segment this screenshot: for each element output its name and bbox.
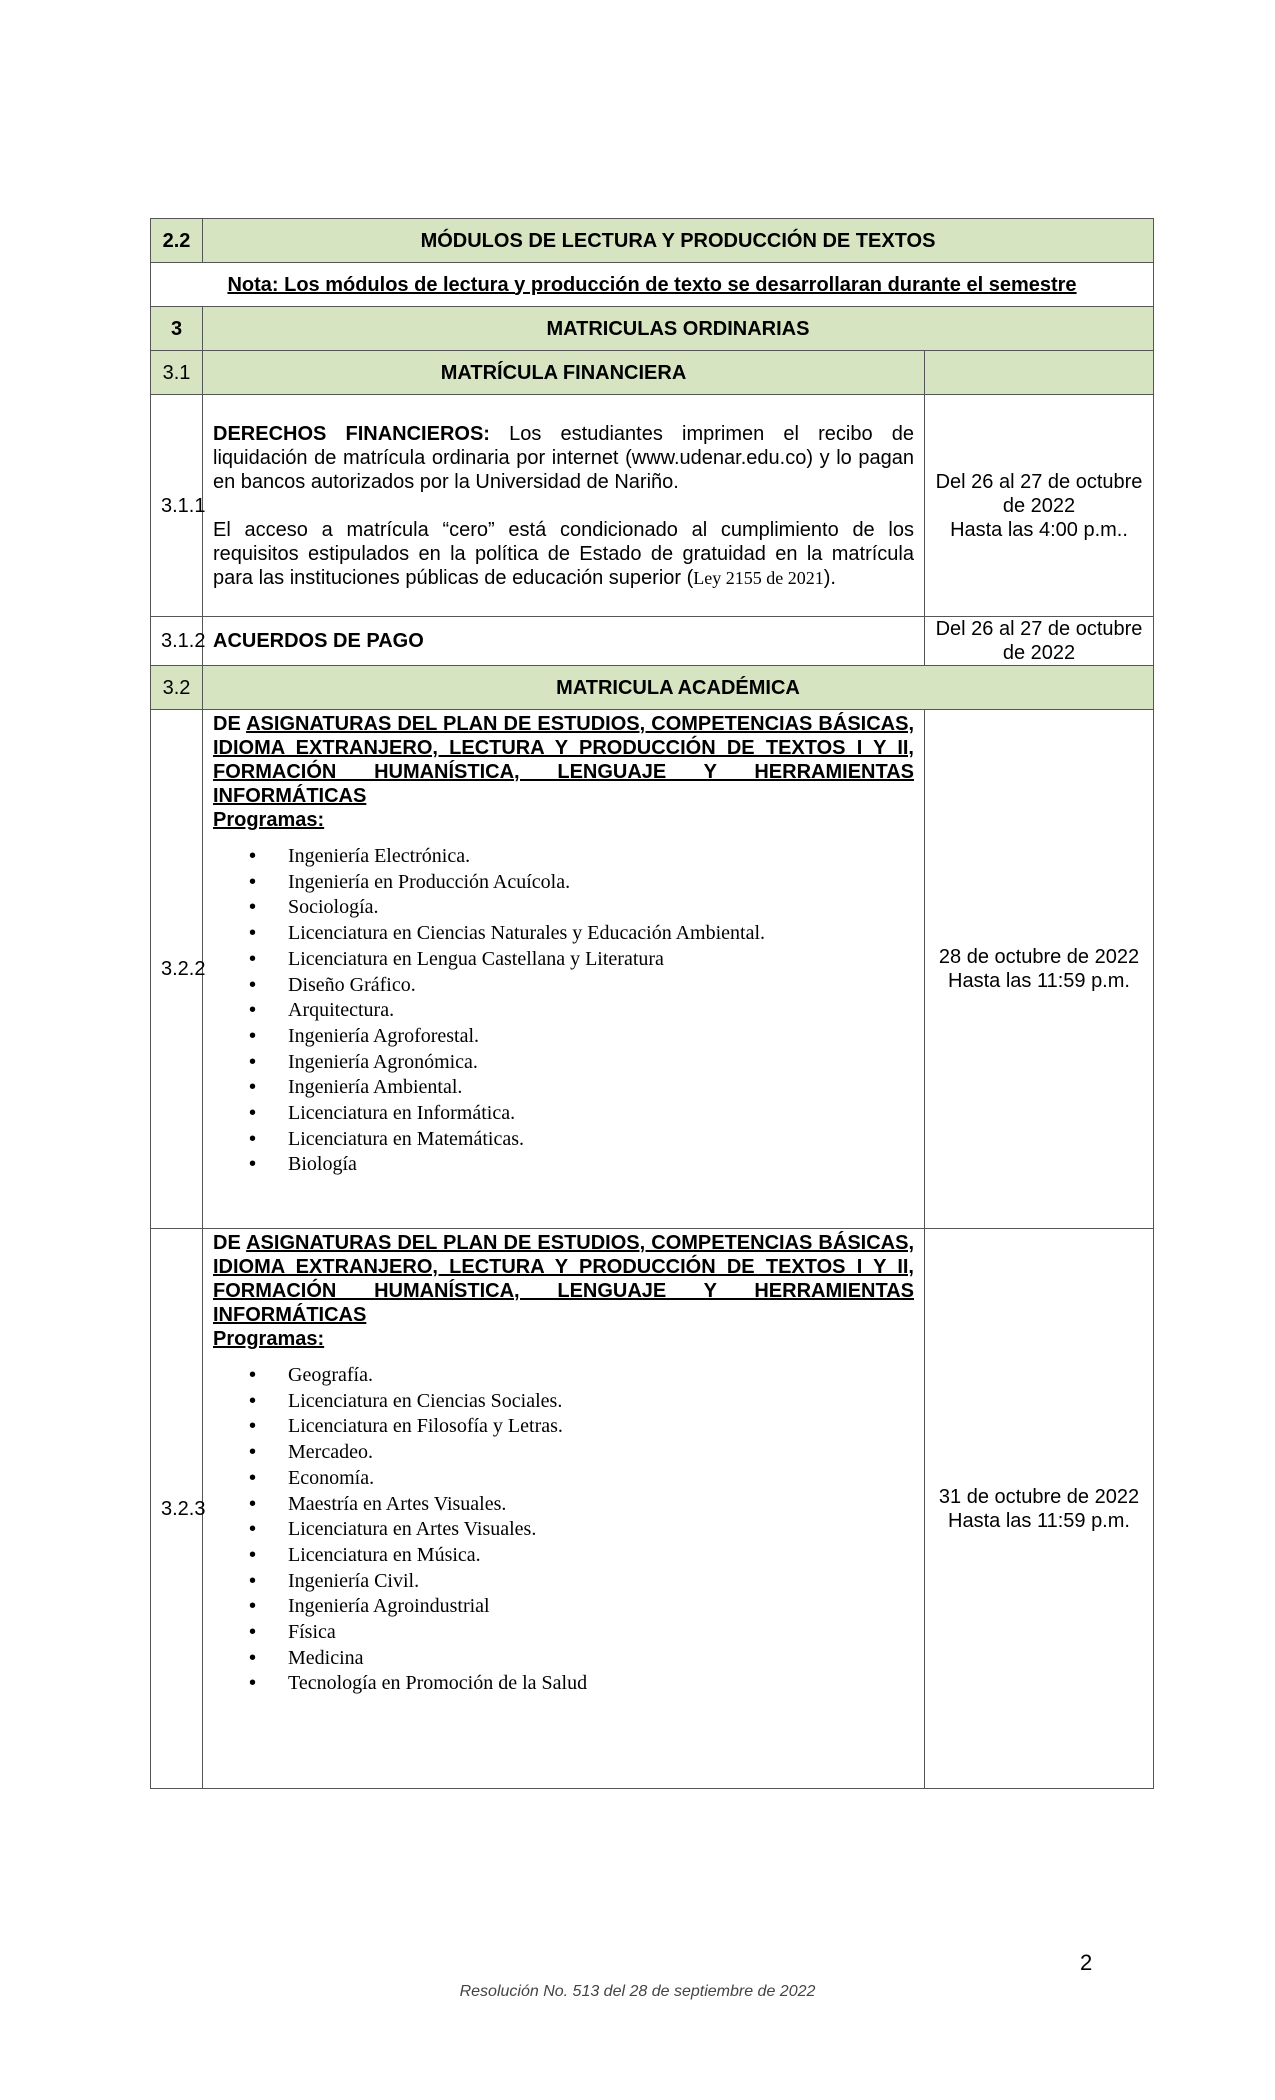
financial-rights-description (203, 395, 925, 617)
row-number: 3.2 (151, 666, 203, 710)
row-3-1 (151, 351, 1154, 395)
date-time: Hasta las 4:00 p.m.. (950, 518, 1128, 541)
programs-label: Programas: (213, 809, 325, 831)
row-3-2-3 (151, 1229, 1154, 1789)
program-item: • Mercadeo. (213, 1440, 914, 1466)
program-item: • Licenciatura en Artes Visuales. (213, 1517, 914, 1543)
program-item: • Ingeniería Electrónica. (213, 844, 914, 870)
program-item: • Ingeniería Agronómica. (213, 1050, 914, 1076)
programs-label: Programas: (213, 1328, 325, 1350)
block-heading (213, 712, 914, 808)
row-number: 3.1 (151, 351, 203, 395)
program-item: • Medicina (213, 1646, 914, 1672)
program-item: • Biología (213, 1152, 914, 1178)
financial-rights-lead: DERECHOS FINANCIEROS: (213, 422, 490, 445)
program-item: • Sociología. (213, 895, 914, 921)
program-item: • Ingeniería en Producción Acuícola. (213, 870, 914, 896)
program-item: • Licenciatura en Informática. (213, 1101, 914, 1127)
heading-text: ASIGNATURAS DEL PLAN DE ESTUDIOS, COMPETENCIAS BÁSICAS, IDIOMA EXTRANJERO, LECTURA Y PRODUCCIÓN DE TEXTOS I Y II, FORMACIÓN HUMANÍSTICA, LENGUAJE Y HERRAMIENTAS INFORMÁTICAS (213, 1232, 914, 1326)
row-3-2 (151, 666, 1154, 710)
program-item: • Ingeniería Agroindustrial (213, 1594, 914, 1620)
programs-block (203, 1229, 925, 1789)
row-number: 3 (151, 307, 203, 351)
row-title: MATRÍCULA FINANCIERA (203, 351, 925, 395)
financial-rights-text: Los estudiantes imprimen el recibo de liquidación de matrícula ordinaria por internet (www.udenar.edu.co) y lo pagan en bancos autorizados por la Universidad de Nariño. (213, 422, 915, 493)
row-title: MATRICULA ACADÉMICA (203, 666, 1154, 710)
zero-enrollment-end: ). (823, 566, 836, 589)
program-item: • Tecnología en Promoción de la Salud (213, 1671, 914, 1697)
programs-list (213, 844, 914, 1178)
program-item: • Geografía. (213, 1363, 914, 1389)
zero-enrollment-text: El acceso a matrícula “cero” está condicionado al cumplimiento de los requisitos estipulados en la política de Estado de gratuidad en la matrícula para las instituciones públicas de educación superior ( (213, 518, 914, 589)
program-item: • Licenciatura en Música. (213, 1543, 914, 1569)
row-number: 2.2 (151, 219, 203, 263)
empty-date-cell (925, 351, 1154, 395)
programs-list (213, 1363, 914, 1697)
program-item: • Licenciatura en Matemáticas. (213, 1127, 914, 1153)
program-item: • Ingeniería Ambiental. (213, 1075, 914, 1101)
row-number: 3.2.2 (151, 710, 203, 1229)
date: 28 de octubre de 2022 (938, 946, 1140, 968)
program-item: • Economía. (213, 1466, 914, 1492)
program-item: • Diseño Gráfico. (213, 973, 914, 999)
block-heading (213, 1231, 914, 1327)
program-item: • Licenciatura en Ciencias Naturales y Educación Ambiental. (213, 921, 914, 947)
program-item: • Licenciatura en Ciencias Sociales. (213, 1389, 914, 1415)
footer-resolution: Resolución No. 513 (459, 1983, 600, 2000)
date-time: Hasta las 11:59 p.m. (948, 1509, 1130, 1532)
heading-text: ASIGNATURAS DEL PLAN DE ESTUDIOS, COMPETENCIAS BÁSICAS, IDIOMA EXTRANJERO, LECTURA Y PRODUCCIÓN DE TEXTOS I Y II, FORMACIÓN HUMANÍSTICA, LENGUAJE Y HERRAMIENTAS INFORMÁTICAS (213, 713, 914, 807)
row-2-2 (151, 219, 1154, 263)
date-cell (925, 395, 1154, 617)
page-number: 2 (1080, 1950, 1093, 1975)
date-range: Del 26 al 27 de octubre de 2022 (935, 470, 1143, 517)
row-number: 3.2.3 (151, 1229, 203, 1789)
date-cell (925, 1229, 1154, 1789)
row-title: ACUERDOS DE PAGO (203, 617, 925, 666)
program-item: • Arquitectura. (213, 998, 914, 1024)
heading-prefix: DE (213, 713, 247, 735)
law-reference: Ley 2155 de 2021 (693, 567, 824, 588)
footer-date: del 28 de septiembre de 2022 (599, 1983, 816, 2000)
program-item: • Ingeniería Civil. (213, 1569, 914, 1595)
date-range: Del 26 al 27 de octubre de 2022 (925, 617, 1154, 666)
note-row (151, 263, 1154, 307)
calendar-table (150, 218, 1154, 1789)
row-3-1-1 (151, 395, 1154, 617)
row-3 (151, 307, 1154, 351)
row-title: MATRICULAS ORDINARIAS (203, 307, 1154, 351)
heading-prefix: DE (213, 1232, 247, 1254)
row-3-2-2 (151, 710, 1154, 1229)
program-item: • Licenciatura en Filosofía y Letras. (213, 1414, 914, 1440)
date-cell (925, 710, 1154, 1229)
program-item: • Maestría en Artes Visuales. (213, 1492, 914, 1518)
program-item: • Licenciatura en Lengua Castellana y Literatura (213, 947, 914, 973)
date: 31 de octubre de 2022 (938, 1485, 1140, 1508)
page-footer (0, 1983, 1275, 2001)
row-number: 3.1.1 (151, 395, 203, 617)
program-item: • Ingeniería Agroforestal. (213, 1024, 914, 1050)
row-3-1-2 (151, 617, 1154, 666)
date-time: Hasta las 11:59 p.m. (948, 970, 1130, 992)
row-title: MÓDULOS DE LECTURA Y PRODUCCIÓN DE TEXTOS (203, 219, 1154, 263)
programs-block (203, 710, 925, 1229)
program-item: • Física (213, 1620, 914, 1646)
row-number: 3.1.2 (151, 617, 203, 666)
note-text: Nota: Los módulos de lectura y producción de texto se desarrollaran durante el semestre (151, 263, 1154, 307)
